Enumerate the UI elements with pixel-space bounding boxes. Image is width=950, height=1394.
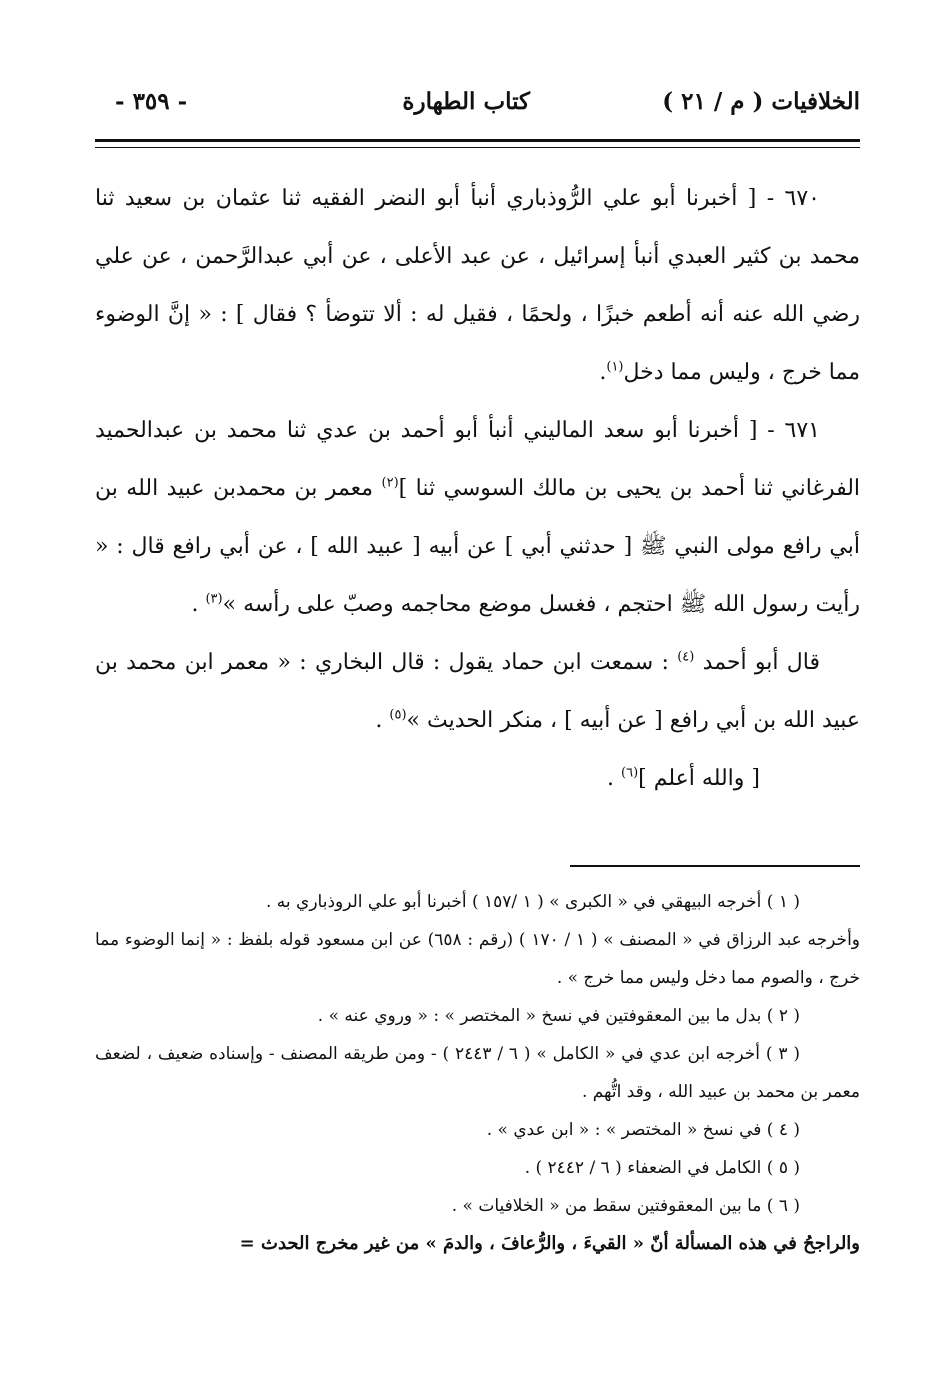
footnote-6: ( ٦ ) ما بين المعقوفتين سقط من « الخلافيات » . bbox=[451, 1196, 800, 1216]
header-rule-thin bbox=[95, 147, 860, 148]
closing-line: [ والله أعلم ]$^{(٦)}$ . bbox=[607, 765, 760, 791]
page-header-area bbox=[95, 78, 860, 128]
header-chapter-title: كتاب الطهارة bbox=[402, 88, 530, 115]
footnote-ref-3: (٣) bbox=[205, 591, 223, 607]
running-header bbox=[95, 78, 860, 128]
page-number: - ٣٥٩ - bbox=[115, 88, 188, 115]
hadith-670: ٦٧٠ - [ أخبرنا أبو علي الرُّوذباري أنبأ أبو النضر الفقيه ثنا عثمان بن سعيد ثنا محمد بن كثير العبدي أنبأ إسرائيل ، عن عبد الأعلى ، عن أبي عبدالرَّحمن ، عن علي رضي الله عنه أنه أطعم خبزًا ، ولحمًا ، فقيل له : ألا تتوضأ ؟ فقال ] : « إنَّ الوضوء مما خرج ، وليس مما دخل$^{(١)}$. bbox=[95, 186, 860, 385]
footnote-5: ( ٥ ) الكامل في الضعفاء ( ٦ / ٢٤٤٢ ) . bbox=[524, 1158, 800, 1178]
footnotes bbox=[95, 883, 860, 1263]
header-book-title: الخلافيات ( م / ٢١ ) bbox=[662, 88, 860, 115]
footnote-ref-4: (٤) bbox=[677, 649, 695, 665]
footnote-1-continued: وأخرجه عبد الرزاق في « المصنف » ( ١ / ١٧٠ ) (رقم : ٦٥٨) عن ابن مسعود قوله بلفظ : « إنما الوضوء مما خرج ، والصوم مما دخل وليس مما خرج » . bbox=[95, 930, 860, 988]
footnote-ref-6: (٦) bbox=[621, 765, 639, 781]
footnote-ref-5: (٥) bbox=[389, 707, 407, 723]
footnote-separator bbox=[570, 865, 860, 867]
footnote-2: ( ٢ ) بدل ما بين المعقوفتين في نسخ « المختصر » : « وروي عنه » . bbox=[317, 1006, 800, 1026]
footnote-ref-1: (١) bbox=[606, 359, 624, 375]
header-rule-thick bbox=[95, 139, 860, 142]
footnote-ref-2: (٢) bbox=[381, 475, 399, 491]
bold-continuation-line: والراجحُ في هذه المسألة أنّ « القيءَ ، والرُّعافَ ، والدمَ » من غير مخرج الحدث = bbox=[239, 1233, 860, 1254]
footnote-3: ( ٣ ) أخرجه ابن عدي في « الكامل » ( ٦ / ٢٤٤٣ ) - ومن طريقه المصنف - وإسناده ضعيف ، لضعف معمر بن محمد بن عبيد الله ، وقد اتُّهم . bbox=[95, 1044, 860, 1102]
footnote-4: ( ٤ ) في نسخ « المختصر » : « ابن عدي » . bbox=[486, 1120, 800, 1140]
hadith-671: ٦٧١ - [ أخبرنا أبو سعد الماليني أنبأ أبو أحمد بن عدي ثنا محمد بن عبدالحميد الفرغاني ثنا أحمد بن يحيى بن مالك السوسي ثنا ]$^{(٢)}$ معمر بن محمدبن عبيد الله بن أبي رافع مولى النبي ﷺ [ حدثني أبي ] عن أبيه [ عبيد الله ] ، عن أبي رافع قال : « رأيت رسول الله ﷺ احتجم ، فغسل موضع محاجمه وصبّ على رأسه »$^{(٣)}$ . bbox=[95, 418, 861, 617]
commentary-paragraph: قال أبو أحمد $^{(٤)}$ : سمعت ابن حماد يقول : قال البخاري : « معمر ابن محمد بن عبيد الله بن أبي رافع [ عن أبيه ] ، منكر الحديث »$^{(٥)}$ . bbox=[95, 649, 860, 733]
footnote-1: ( ١ ) أخرجه البيهقي في « الكبرى » ( ١ /١٥٧ ) أخبرنا أبو علي الروذباري به . bbox=[265, 892, 800, 912]
main-text bbox=[95, 170, 860, 808]
